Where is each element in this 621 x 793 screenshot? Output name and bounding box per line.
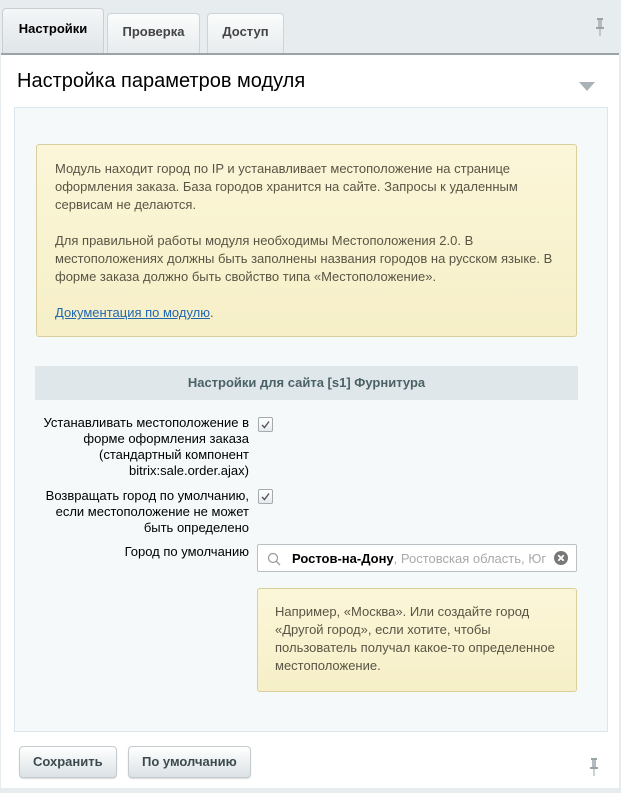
tab-access[interactable]: Доступ [207, 13, 284, 53]
default-city-value: Ростов-на-Дону, Ростовская область, Юг [292, 551, 547, 566]
documentation-link[interactable]: Документация по модулю [55, 305, 211, 320]
info-note [36, 144, 577, 337]
save-button[interactable]: Сохранить [19, 746, 117, 778]
defaults-button[interactable]: По умолчанию [128, 746, 251, 778]
info-paragraph-1: Модуль находит город по IP и устанавливает местоположение на странице оформления заказа. База городов хранится на сайте. Запросы к удаленным сервисам не делаются. [55, 161, 518, 212]
collapse-triangle-icon[interactable] [579, 79, 595, 94]
settings-panel [1, 53, 619, 788]
section-heading: Настройки для сайта [s1] Фурнитура [35, 366, 578, 400]
return-default-label: Возвращать город по умолчанию, если местоположение не может быть определено [45, 488, 249, 535]
page-title: Настройка параметров модуля [17, 70, 306, 92]
pin-icon[interactable] [589, 758, 599, 779]
clear-icon[interactable] [554, 551, 568, 568]
tab-check[interactable]: Проверка [107, 13, 200, 53]
link-suffix: . [210, 305, 214, 320]
default-city-input[interactable] [257, 544, 577, 572]
pin-icon[interactable] [595, 18, 605, 39]
info-paragraph-2: Для правильной работы модуля необходимы Местоположения 2.0. В местоположениях должны быть заполнены названия городов на русском языке. В форме заказа должно быть свойство типа «Местоположение». [55, 233, 553, 284]
checkmark-icon [259, 418, 272, 431]
checkmark-icon [259, 490, 272, 503]
settings-content [14, 107, 608, 732]
search-icon [267, 552, 281, 569]
default-city-label: Город по умолчанию [124, 544, 249, 559]
set-location-checkbox[interactable] [258, 417, 273, 432]
tab-settings[interactable]: Настройки [2, 8, 104, 54]
hint-note: Например, «Москва». Или создайте город «Другой город», если хотите, чтобы пользователь получал какое-то определенное местоположение. [257, 588, 577, 692]
return-default-checkbox[interactable] [258, 489, 273, 504]
set-location-label: Устанавливать местоположение в форме оформления заказа (стандартный компонент bitrix:sale.order.ajax) [43, 415, 249, 478]
